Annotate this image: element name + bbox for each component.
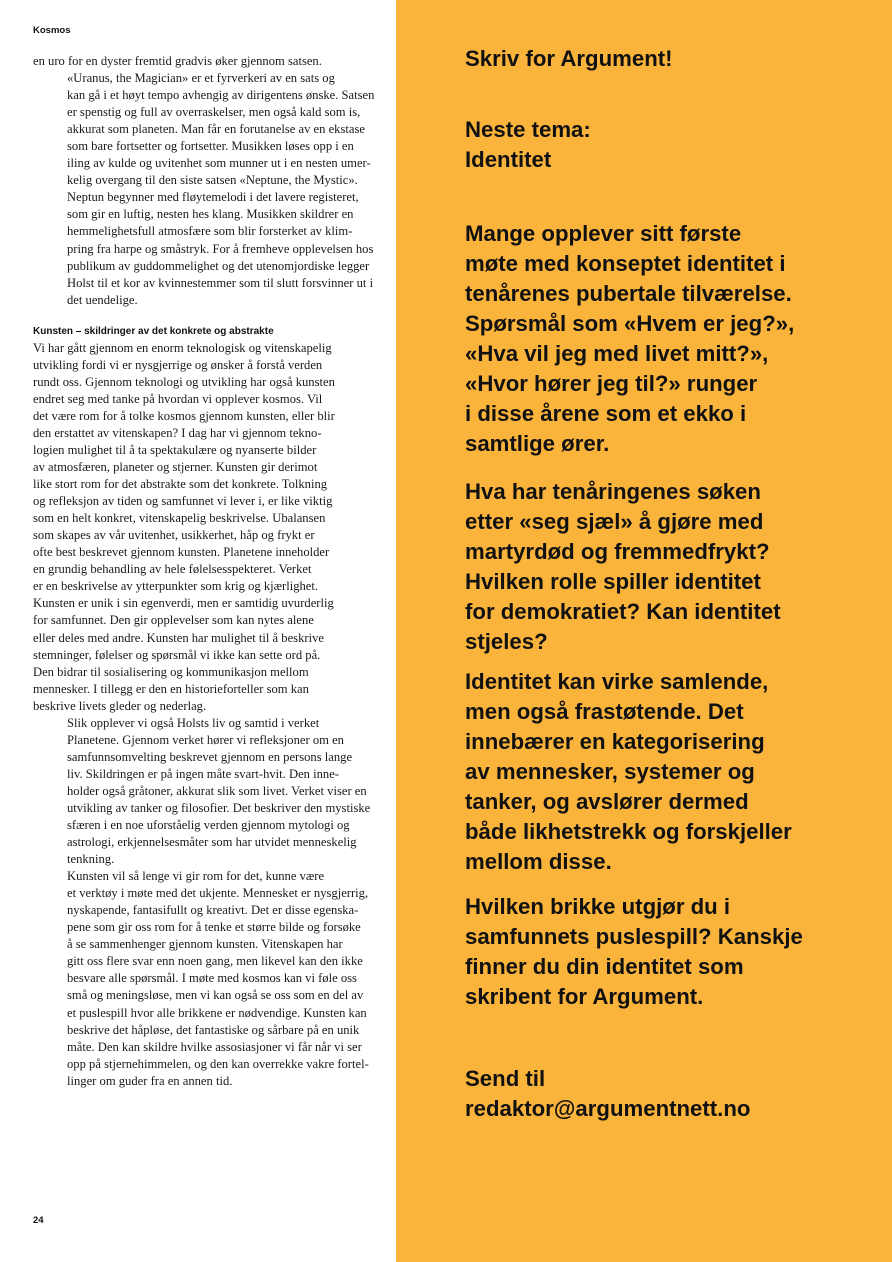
text-line: er en beskrivelse av ytterpunkter som krig og kjærlighet. [33, 579, 319, 594]
text-line: stemninger, følelser og spørsmål vi ikke kan sette ord på. [33, 647, 321, 662]
text-line: Spørsmål som «Hvem er jeg?», [465, 311, 795, 336]
text-line: like stort rom for det abstrakte som det konkrete. Tolkning [33, 477, 328, 492]
text-line: innebærer en kategorisering [465, 729, 765, 754]
text-line: samfunnsomvelting beskrevet gjennom en persons lange [67, 749, 353, 764]
text-line: det være rom for å tolke kosmos gjennom kunsten, eller blir [33, 408, 335, 423]
text-line: for demokratiet? Kan identitet [465, 599, 781, 624]
paragraph [33, 53, 374, 70]
text-line: Identitet [465, 147, 552, 172]
text-line: martyrdød og fremmedfrykt? [465, 539, 770, 564]
text-line: møte med konseptet identitet i [465, 251, 786, 276]
paragraph [33, 70, 374, 309]
text-line: etter «seg sjæl» å gjøre med [465, 509, 764, 534]
text-line: måte. Den kan skildre hvilke assosiasjoner vi får når vi ser [67, 1039, 362, 1054]
text-line: tenkning. [67, 852, 115, 867]
text-line: Slik opplever vi også Holsts liv og samtid i verket [67, 715, 320, 730]
text-line: kan gå i et høyt tempo avhengig av dirigentens ønske. Satsen [67, 88, 375, 103]
text-line: som skapes av vår uvitenhet, usikkerhet, håp og frykt er [33, 528, 315, 543]
paragraph [33, 715, 374, 868]
submission-contact [465, 1064, 750, 1124]
paragraph [33, 868, 374, 1090]
text-line: både likhetstrekk og forskjeller [465, 819, 792, 844]
text-line: sfæren i en noe uforståelig verden gjennom mytologi og [67, 818, 350, 833]
callout-paragraph [465, 892, 803, 1012]
text-line: Kunsten vil så lenge vi gir rom for det, kunne være [67, 869, 325, 884]
text-line: hemmelighetsfull atmosfære som blir forsterket av klim- [67, 224, 353, 239]
callout-paragraph [465, 667, 792, 877]
text-line: Planetene. Gjennom verket hører vi refleksjoner om en [67, 732, 344, 747]
text-line: den erstattet av vitenskapen? I dag har vi gjennom tekno- [33, 425, 322, 440]
text-line: og refleksjon av tiden og samfunnet vi lever i, er like viktig [33, 494, 333, 509]
text-line: beskrive livets gleder og nederlag. [33, 698, 207, 713]
text-line: men også frastøtende. Det [465, 699, 744, 724]
text-line: holder også gråtoner, akkurat slik som livet. Verket viser en [67, 783, 367, 798]
text-line: samtlige ører. [465, 431, 610, 456]
text-line: utvikling fordi vi er nysgjerrige og ønsker å forstå verden [33, 357, 323, 372]
text-line: Holst til et kor av kvinnestemmer som til slutt forsvinner ut i [67, 275, 374, 290]
text-line: et puslespill hvor alle brikkene er nødvendige. Kunsten kan [67, 1005, 367, 1020]
text-line: Vi har gått gjennom en enorm teknologisk og vitenskapelig [33, 340, 332, 355]
text-line: å se sammenhenger gjennom kunsten. Vitenskapen har [67, 937, 343, 952]
text-line: av mennesker, systemer og [465, 759, 755, 784]
text-line: utvikling av tanker og filosofier. Det beskriver den mystiske [67, 800, 371, 815]
text-line: linger om guder fra en annen tid. [67, 1073, 233, 1088]
next-theme [465, 115, 591, 175]
text-line: en grundig behandling av hele følelsesspekteret. Verket [33, 562, 312, 577]
text-line: ofte best beskrevet gjennom kunsten. Planetene inneholder [33, 545, 330, 560]
text-line: rundt oss. Gjennom teknologi og utvikling har også kunsten [33, 374, 335, 389]
text-line: Kunsten er unik i sin egenverdi, men er samtidig uvurderlig [33, 596, 334, 611]
section-subheading: Kunsten – skildringer av det konkrete og abstrakte [33, 325, 274, 337]
text-line: finner du din identitet som [465, 954, 744, 979]
text-line: mellom disse. [465, 849, 612, 874]
article-body [33, 53, 374, 1090]
text-line: Neptun begynner med fløytemelodi i det lavere registeret, [67, 190, 359, 205]
text-line: i disse årene som et ekko i [465, 401, 747, 426]
callout-paragraph [465, 219, 794, 459]
text-line: Skriv for Argument! [465, 46, 673, 71]
text-line: Neste tema: [465, 117, 591, 142]
text-line: en uro for en dyster fremtid gradvis øker gjennom satsen. [33, 54, 322, 68]
text-line: pene som gir oss rom for å tenke et større bilde og forsøke [67, 920, 361, 935]
text-line: gitt oss flere svar enn noen gang, men likevel kan den ikke [67, 954, 363, 969]
text-line: av atmosfæren, planeter og stjerner. Kunsten gir derimot [33, 460, 318, 475]
text-line: nyskapende, fantasifullt og kreativt. Det er disse egenska- [67, 903, 359, 918]
text-line: som gir en luftig, nesten hes klang. Musikken skildrer en [67, 207, 354, 222]
text-line: for samfunnet. Den gir opplevelser som kan nytes alene [33, 613, 314, 628]
text-line: Identitet kan virke samlende, [465, 669, 769, 694]
text-line: Mange opplever sitt første [465, 221, 742, 246]
text-line: små og meningsløse, men vi kan også se oss som en del av [67, 988, 364, 1003]
text-line: pring fra harpe og småstryk. For å fremheve opplevelsen hos [67, 241, 374, 256]
text-line: Hvilken brikke utgjør du i [465, 894, 731, 919]
text-line: Hvilken rolle spiller identitet [465, 569, 761, 594]
text-line: «Uranus, the Magician» er et fyrverkeri av en sats og [67, 71, 335, 86]
paragraph [33, 340, 374, 715]
text-line: opp på stjernehimmelen, og den kan overrekke vakre fortel- [67, 1056, 369, 1071]
text-line: eller deles med andre. Kunsten har mulighet til å beskrive [33, 630, 324, 645]
text-line: «Hva vil jeg med livet mitt?», [465, 341, 769, 366]
text-line: publikum av guddommelighet og det utenomjordiske legger [67, 258, 370, 273]
text-line: Den bidrar til sosialisering og kommunikasjon mellom [33, 664, 309, 679]
callout-headline [465, 44, 673, 74]
callout-paragraph [465, 477, 781, 657]
text-line: er spenstig og full av overraskelser, men også kald som is, [67, 105, 361, 120]
text-line: det uendelige. [67, 292, 138, 307]
text-line: som en helt konkret, vitenskapelig beskrivelse. Ubalansen [33, 511, 326, 526]
text-line: som bare fortsetter og fortsetter. Musikken løses opp i en [67, 139, 354, 154]
text-line: et verktøy i møte med det ukjente. Mennesket er nysgjerrig, [67, 886, 369, 901]
text-line: skribent for Argument. [465, 984, 704, 1009]
text-line: stjeles? [465, 629, 548, 654]
left-page [0, 0, 396, 1262]
text-line: «Hvor hører jeg til?» runger [465, 371, 758, 396]
text-line: iling av kulde og uvitenhet som munner ut i en nesten umer- [67, 156, 371, 171]
text-line: mennesker. I tillegg er den en historieforteller som kan [33, 681, 309, 696]
text-line: tanker, og avslører dermed [465, 789, 749, 814]
text-line: endret seg med tanke på hvordan vi opplever kosmos. Vil [33, 391, 323, 406]
text-line: akkurat som planeten. Man får en forutanelse av en ekstase [67, 122, 365, 137]
text-line: kelig overgang til den siste satsen «Neptune, the Mystic». [67, 173, 358, 188]
text-line: logien mulighet til å ta spektakulære og nyanserte bilder [33, 442, 317, 457]
text-line: Send til [465, 1066, 546, 1091]
text-line: samfunnets puslespill? Kanskje [465, 924, 803, 949]
page-number: 24 [33, 1215, 44, 1226]
running-head: Kosmos [33, 25, 71, 36]
text-line: tenårenes pubertale tilværelse. [465, 281, 792, 306]
text-line: liv. Skildringen er på ingen måte svart-hvit. Den inne- [67, 766, 339, 781]
text-line: besvare alle spørsmål. I møte med kosmos kan vi føle oss [67, 971, 357, 986]
text-line: astrologi, erkjennelsesmåter som har utvidet menneskelig [67, 835, 357, 850]
text-line: redaktor@argumentnett.no [465, 1096, 751, 1121]
text-line: beskrive det håpløse, det fantastiske og sårbare på en unik [67, 1022, 360, 1037]
text-line: Hva har tenåringenes søken [465, 479, 761, 504]
